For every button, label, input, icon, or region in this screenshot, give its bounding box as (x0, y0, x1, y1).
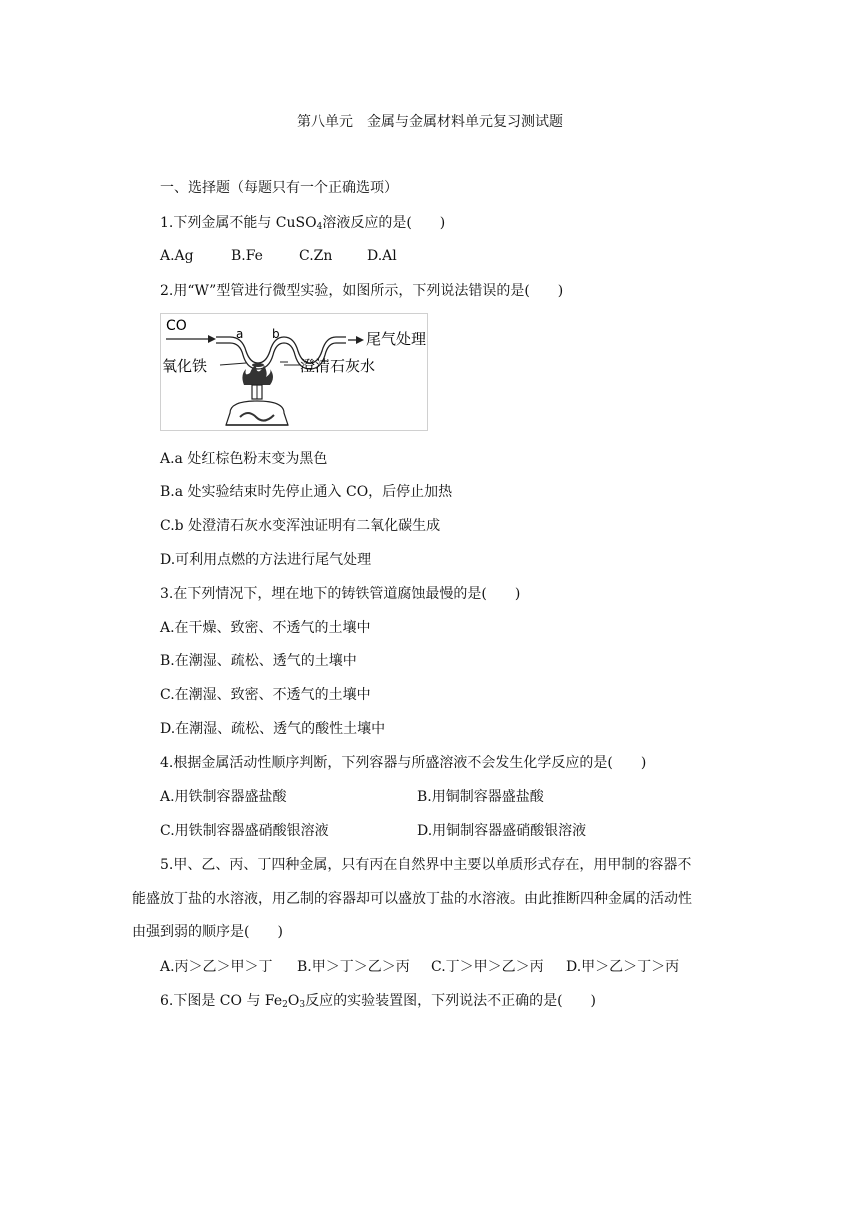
question-1-option-b: B.Fe (231, 248, 263, 264)
section-heading: 一、选择题（每题只有一个正确选项） (160, 180, 398, 196)
question-4-option-b: B.用铜制容器盛盐酸 (417, 789, 544, 805)
question-3-stem: 3.在下列情况下，埋在地下的铸铁管道腐蚀最慢的是( ) (160, 586, 521, 602)
figure-tail-gas-label: 尾气处理 (366, 330, 427, 348)
question-4-options-row-2 (160, 821, 586, 841)
question-1-stem (160, 213, 445, 233)
w-tube-apparatus-figure (160, 313, 428, 431)
question-5-line-2: 能盛放丁盐的水溶液，用乙制的容器却可以盛放丁盐的水溶液。由此推断四种金属的活动性 (132, 891, 692, 907)
question-2-option-a: A.a 处红棕色粉末变为黑色 (160, 451, 328, 467)
figure-label-a: a (236, 327, 244, 341)
question-5-options (160, 957, 679, 977)
question-4-options-row-1 (160, 787, 544, 807)
figure-co-label: CO (166, 318, 187, 334)
question-5-line-3: 由强到弱的顺序是( ) (132, 924, 283, 940)
question-6-stem (160, 991, 596, 1011)
question-1-subscript: 4 (316, 222, 323, 232)
question-1-options (160, 246, 397, 266)
figure-iron-oxide-label: 氧化铁 (162, 357, 208, 375)
figure-limewater-label: 澄清石灰水 (300, 357, 376, 375)
question-6-stem-pre: 6.下图是 CO 与 Fe (160, 993, 283, 1009)
question-2-option-d: D.可利用点燃的方法进行尾气处理 (160, 552, 372, 568)
question-1-stem-post: 溶液反应的是( ) (322, 215, 446, 231)
question-5-option-b: B.甲＞丁＞乙＞丙 (297, 959, 410, 975)
question-1-option-a: A.Ag (160, 248, 194, 264)
question-4-option-d: D.用铜制容器盛硝酸银溶液 (417, 823, 587, 839)
question-3-option-c: C.在潮湿、致密、不透气的土壤中 (160, 687, 371, 703)
question-3-option-d: D.在潮湿、疏松、透气的酸性土壤中 (160, 721, 386, 737)
question-3-option-b: B.在潮湿、疏松、透气的土壤中 (160, 653, 357, 669)
question-6-subscript-1: 2 (282, 1000, 288, 1010)
question-1-stem-pre: 1.下列金属不能与 CuSO (160, 215, 317, 231)
question-6-stem-mid: O (287, 993, 300, 1009)
question-3-option-a: A.在干燥、致密、不透气的土壤中 (160, 620, 371, 636)
question-5-line-1: 5.甲、乙、丙、丁四种金属，只有丙在自然界中主要以单质形式存在，用甲制的容器不 (160, 857, 692, 873)
question-4-option-c: C.用铁制容器盛硝酸银溶液 (160, 823, 329, 839)
question-5-option-c: C.丁＞甲＞乙＞丙 (431, 959, 544, 975)
page-title: 第八单元 金属与金属材料单元复习测试题 (297, 114, 563, 130)
question-4-option-a: A.用铁制容器盛盐酸 (160, 789, 287, 805)
question-4-stem: 4.根据金属活动性顺序判断，下列容器与所盛溶液不会发生化学反应的是( ) (160, 755, 647, 771)
question-6-stem-post: 反应的实验装置图，下列说法不正确的是( ) (305, 993, 597, 1009)
question-5-option-d: D.甲＞乙＞丁＞丙 (566, 959, 680, 975)
question-1-option-d: D.Al (367, 248, 397, 264)
figure-label-b: b (272, 327, 280, 341)
question-5-option-a: A.丙＞乙＞甲＞丁 (160, 959, 273, 975)
question-2-option-b: B.a 处实验结束时先停止通入 CO，后停止加热 (160, 484, 453, 500)
question-2-stem: 2.用“W”型管进行微型实验，如图所示，下列说法错误的是( ) (160, 283, 564, 299)
question-2-option-c: C.b 处澄清石灰水变浑浊证明有二氧化碳生成 (160, 518, 441, 534)
question-1-option-c: C.Zn (299, 248, 333, 264)
question-6-subscript-2: 3 (299, 1000, 306, 1010)
